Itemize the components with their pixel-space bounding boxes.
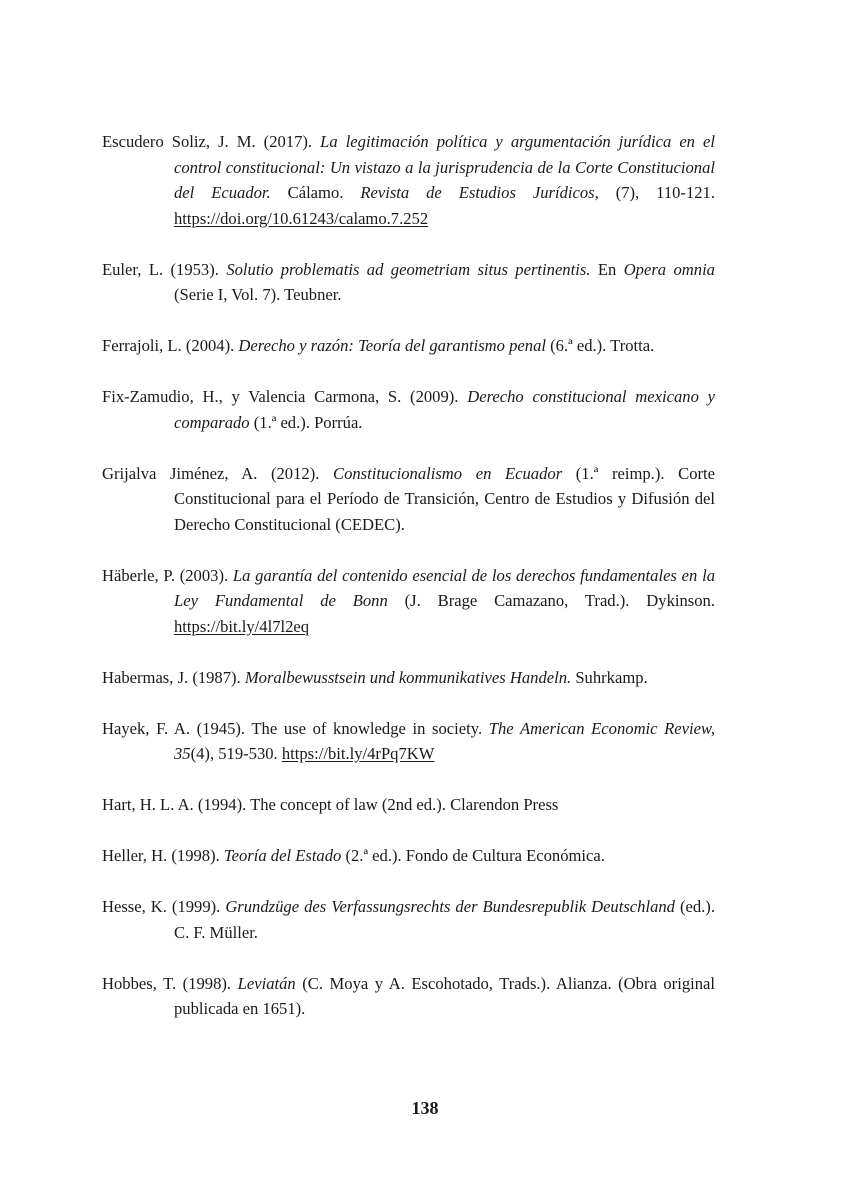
reference-entry xyxy=(102,461,715,538)
reference-source: Revista de Estudios Jurídicos xyxy=(360,183,595,202)
reference-title: Teoría del Estado xyxy=(223,846,342,865)
reference-details: (2.ª ed.). Fondo de Cultura Económica. xyxy=(341,846,605,865)
reference-details: (ed.). C. F. Müller. xyxy=(174,897,715,942)
reference-authors-year: Hobbes, T. (1998). xyxy=(102,973,238,993)
reference-authors-year: Euler, L. (1953). xyxy=(102,259,227,279)
reference-entry xyxy=(102,333,715,359)
reference-title: Moralbewusstsein und kommunikatives Handeln. xyxy=(244,667,572,687)
reference-details: (4), 519-530. xyxy=(190,744,282,763)
reference-authors-year: Hesse, K. (1999). xyxy=(102,897,226,916)
reference-doi-link[interactable]: https://doi.org/10.61243/calamo.7.252 xyxy=(174,208,429,228)
reference-title: Solutio problematis ad geometriam situs pertinentis. xyxy=(226,259,591,279)
reference-connector: En xyxy=(590,259,624,279)
reference-text: Hart, H. L. A. (1994). The concept of law (2nd ed.). Clarendon Press xyxy=(102,795,559,814)
reference-publisher: Cálamo. xyxy=(270,183,361,202)
reference-entry xyxy=(102,894,715,945)
reference-details: (1.ª reimp.). Corte Constitucional para el Período de Transición, Centro de Estudios y Difusión del Derecho Constitucional (CEDEC). xyxy=(174,463,715,534)
reference-details: (1.ª ed.). Porrúa. xyxy=(249,412,363,432)
reference-entry xyxy=(102,843,715,869)
reference-title: Grundzüge des Verfassungsrechts der Bundesrepublik Deutschland xyxy=(225,897,675,916)
reference-entry xyxy=(102,716,715,767)
reference-authors-year: Hayek, F. A. (1945). The use of knowledge in society. xyxy=(102,718,489,738)
reference-entry xyxy=(102,257,715,308)
reference-details: (C. Moya y A. Escohotado, Trads.). Alianza. (Obra original publicada en 1651). xyxy=(174,973,715,1018)
reference-entry xyxy=(102,665,715,691)
reference-details: (J. Brage Camazano, Trad.). Dykinson. xyxy=(387,591,715,610)
reference-authors-year: Escudero Soliz, J. M. (2017). xyxy=(102,132,321,151)
reference-details: (6.ª ed.). Trotta. xyxy=(545,336,655,355)
reference-authors-year: Habermas, J. (1987). xyxy=(102,667,245,687)
reference-list xyxy=(102,129,715,1047)
reference-details: Suhrkamp. xyxy=(571,667,648,687)
reference-source: The American Economic Review, 35 xyxy=(174,718,715,763)
reference-url-link[interactable]: https://bit.ly/4rPq7KW xyxy=(281,744,435,763)
reference-title: Leviatán xyxy=(237,973,296,993)
reference-entry xyxy=(102,563,715,640)
reference-entry xyxy=(102,384,715,435)
reference-authors-year: Ferrajoli, L. (2004). xyxy=(102,336,239,355)
page-number: 138 xyxy=(411,1098,439,1118)
reference-entry xyxy=(102,971,715,1022)
reference-title: La garantía del contenido esencial de los derechos fundamentales en la Ley Fundamental de Bonn xyxy=(174,565,715,610)
reference-title: Derecho constitucional mexicano y comparado xyxy=(174,387,715,432)
reference-details: (Serie I, Vol. 7). Teubner. xyxy=(174,285,342,304)
reference-entry xyxy=(102,792,715,818)
reference-url-link[interactable]: https://bit.ly/4l7l2eq xyxy=(174,616,310,636)
reference-title: La legitimación política y argumentación jurídica en el control constitucional: Un vistazo a la jurisprudencia de la Corte Constitucional del Ecuador. xyxy=(174,132,716,202)
reference-authors-year: Heller, H. (1998). xyxy=(102,846,224,865)
reference-source: Opera omnia xyxy=(623,259,715,279)
reference-authors-year: Häberle, P. (2003). xyxy=(102,565,233,585)
reference-authors-year: Grijalva Jiménez, A. (2012). xyxy=(102,463,334,483)
reference-entry xyxy=(102,129,715,231)
reference-authors-year: Fix-Zamudio, H., y Valencia Carmona, S. (2009). xyxy=(102,387,468,406)
reference-title: Constitucionalismo en Ecuador xyxy=(333,463,563,483)
reference-details: , (7), 110-121. xyxy=(594,183,715,202)
reference-title: Derecho y razón: Teoría del garantismo penal xyxy=(238,336,546,355)
